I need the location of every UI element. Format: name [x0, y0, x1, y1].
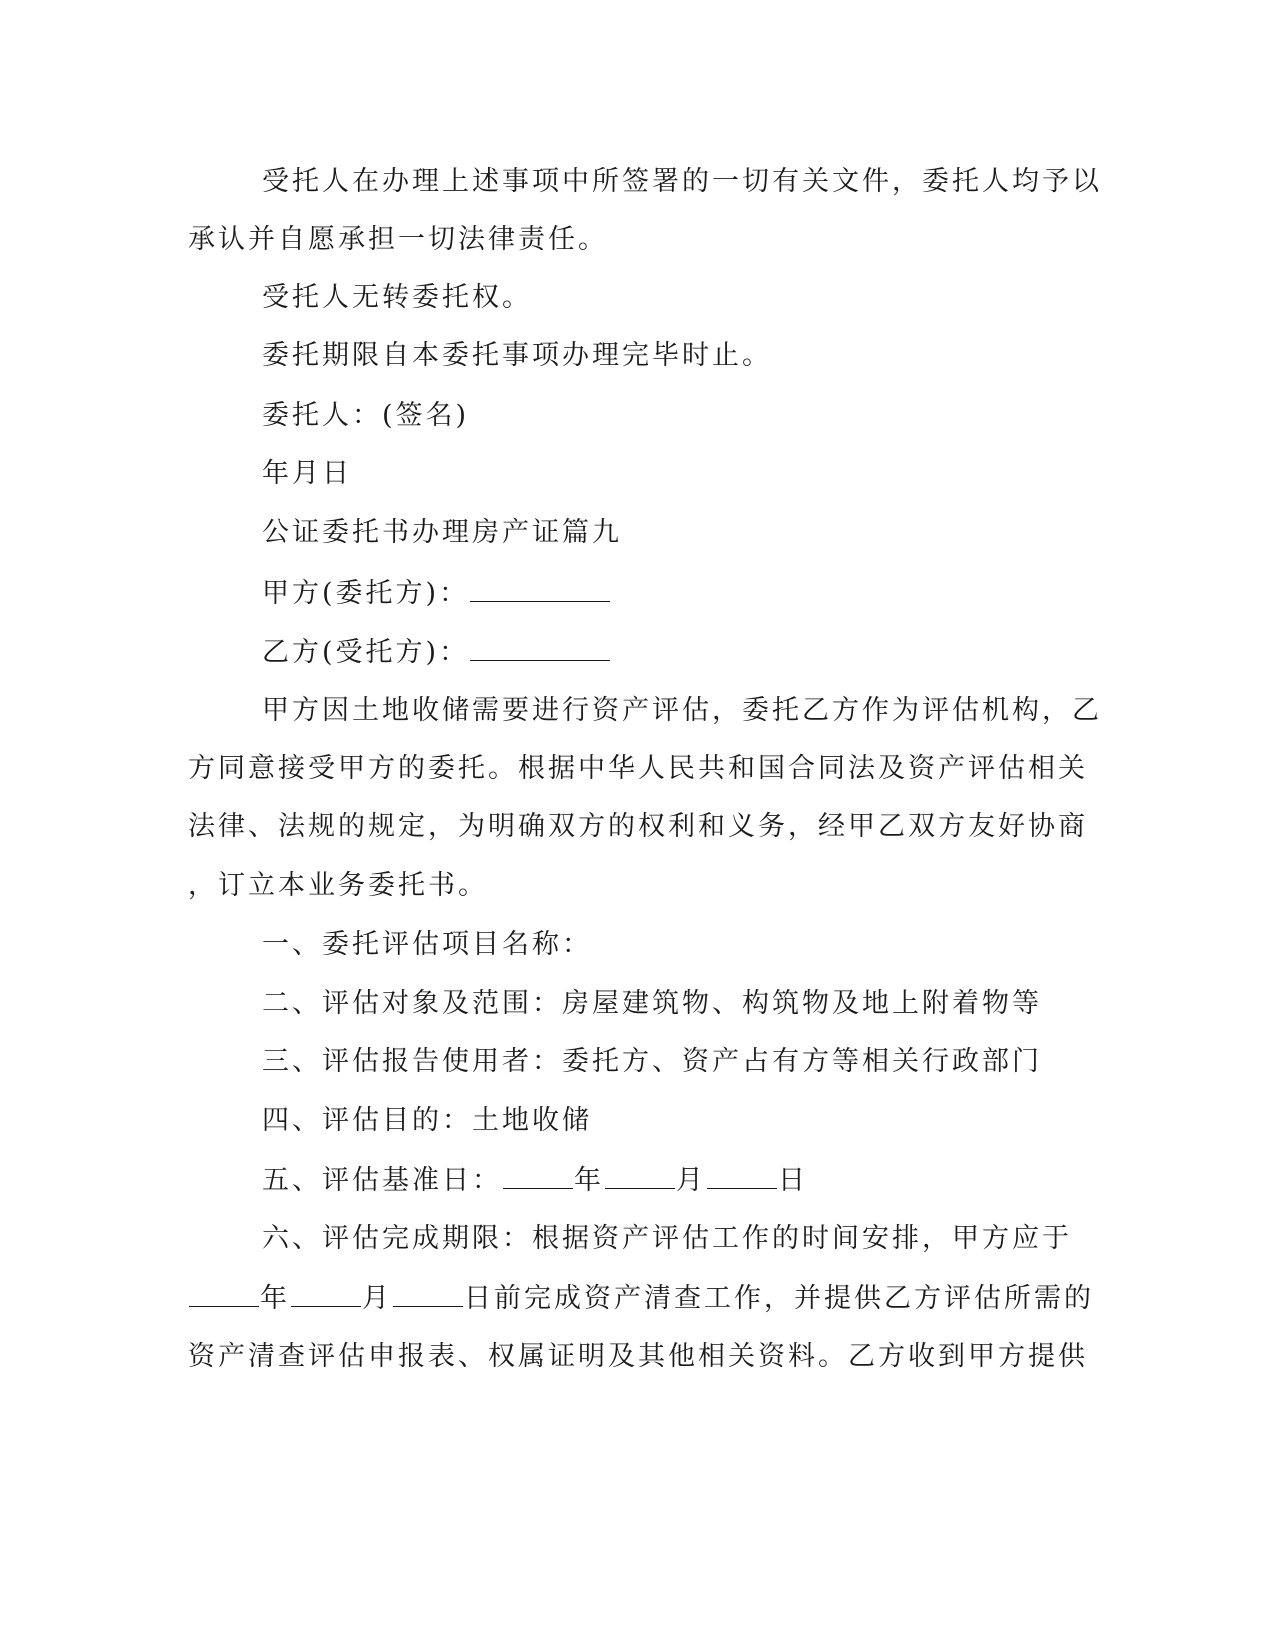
- paragraph-line: [188, 1278, 1094, 1318]
- party-a-label: 甲方(委托方)：: [262, 578, 470, 609]
- party-b-line: [262, 632, 1162, 672]
- paragraph-line: ，订立本业务委托书。: [188, 870, 488, 901]
- signature-line: 委托人：(签名): [262, 400, 470, 431]
- year-blank: [503, 1160, 573, 1189]
- clause-line: 六、评估完成期限：根据资产评估工作的时间安排，甲方应于: [262, 1223, 1072, 1254]
- party-a-blank: [470, 573, 610, 602]
- paragraph-line: 委托期限自本委托事项办理完毕时止。: [262, 340, 772, 371]
- clause-line: 一、委托评估项目名称：: [262, 929, 592, 960]
- month-blank: [291, 1278, 361, 1307]
- month-blank: [605, 1160, 675, 1189]
- party-b-label: 乙方(受托方)：: [262, 637, 470, 668]
- paragraph-line: 方同意接受甲方的委托。根据中华人民共和国合同法及资产评估相关: [188, 753, 1088, 784]
- paragraph-line: 受托人在办理上述事项中所签署的一切有关文件，委托人均予以: [262, 166, 1102, 197]
- section-heading: 公证委托书办理房产证篇九: [262, 517, 622, 548]
- month-text: 月: [362, 1283, 392, 1314]
- month-text: 月: [676, 1165, 706, 1196]
- paragraph-line: 甲方因土地收储需要进行资产评估，委托乙方作为评估机构，乙: [262, 695, 1102, 726]
- year-blank: [189, 1278, 259, 1307]
- year-text: 年: [260, 1283, 290, 1314]
- day-text: 日: [778, 1165, 808, 1196]
- clause-line: 二、评估对象及范围：房屋建筑物、构筑物及地上附着物等: [262, 988, 1042, 1019]
- party-b-blank: [470, 632, 610, 661]
- clause-label: 五、评估基准日：: [262, 1165, 502, 1196]
- year-text: 年: [574, 1165, 604, 1196]
- paragraph-line: 承认并自愿承担一切法律责任。: [188, 224, 608, 255]
- clause-line: [262, 1160, 1162, 1200]
- paragraph-text: 日前完成资产清查工作，并提供乙方评估所需的: [464, 1283, 1094, 1314]
- day-blank: [707, 1160, 777, 1189]
- paragraph-line: 资产清查评估申报表、权属证明及其他相关资料。乙方收到甲方提供: [188, 1341, 1088, 1372]
- paragraph-line: 受托人无转委托权。: [262, 282, 532, 313]
- day-blank: [393, 1278, 463, 1307]
- party-a-line: [262, 573, 1162, 613]
- clause-line: 三、评估报告使用者：委托方、资产占有方等相关行政部门: [262, 1046, 1042, 1077]
- date-line: 年月日: [262, 458, 352, 489]
- paragraph-line: 法律、法规的规定，为明确双方的权利和义务，经甲乙双方友好协商: [188, 811, 1088, 842]
- clause-line: 四、评估目的：土地收储: [262, 1105, 592, 1136]
